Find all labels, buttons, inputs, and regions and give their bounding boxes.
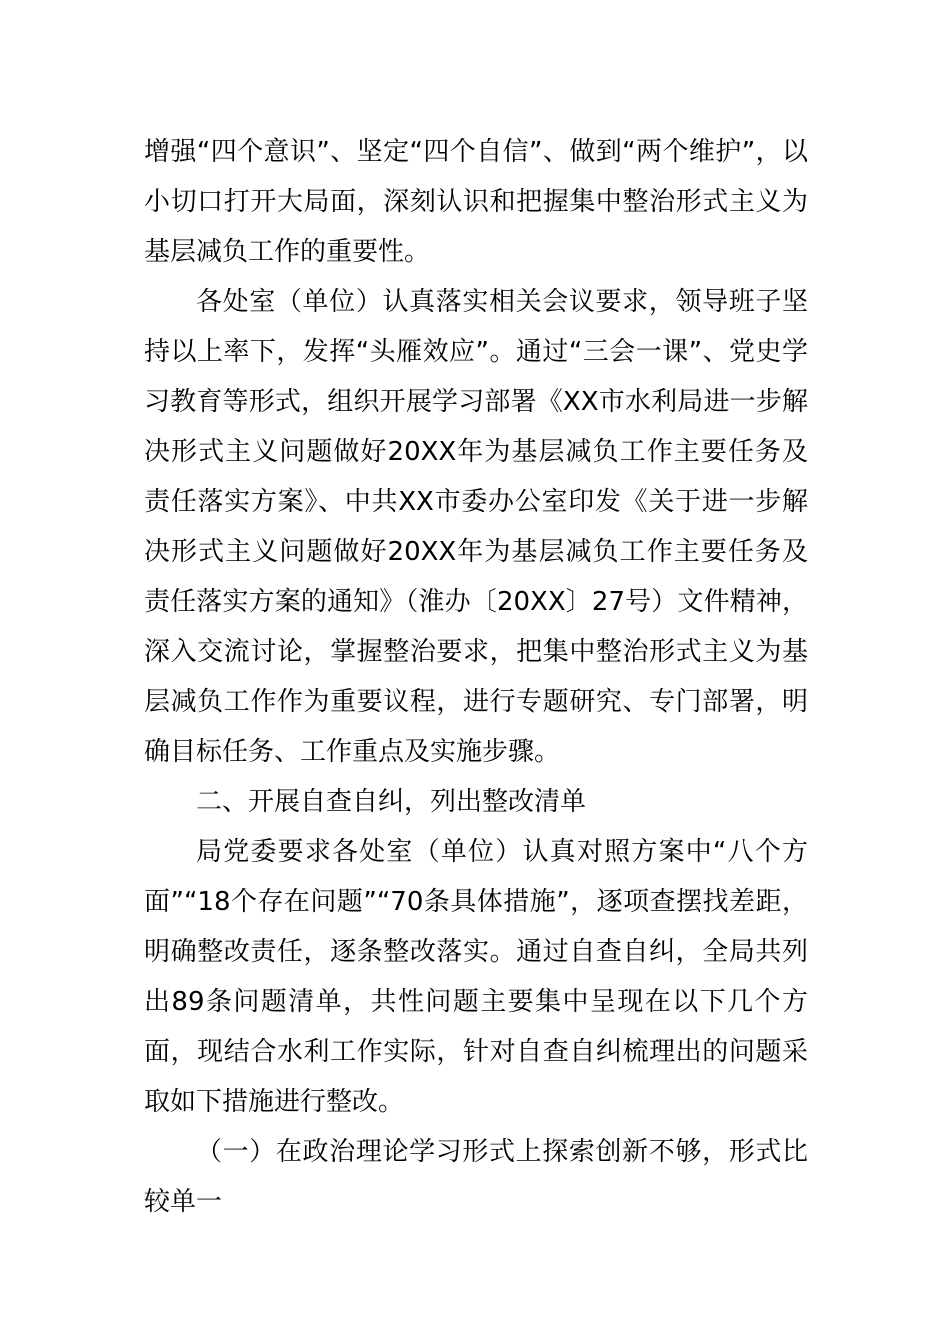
subsection-heading-theory-study: （一）在政治理论学习形式上探索创新不够，形式比较单一 — [144, 1137, 808, 1217]
section-heading-self-inspection: 二、开展自查自纠，列出整改清单 — [196, 787, 587, 817]
paragraph-study-deployment: 各处室（单位）认真落实相关会议要求，领导班子坚持以上率下，发挥“头雁效应”。通过“三会一课”、党史学习教育等形式，组织开展学习部署《XX市水利局进一步解决形式主义问题做好20XX年为基层减负工作主要任务及责任落实方案》、中共XX市委办公室印发《关于进一步解决形式主义问题做好20XX年为基层减负工作主要任务及责任落实方案的通知》（淮办〔20XX〕27号）文件精神，深入交流讨论，掌握整治要求，把集中整治形式主义为基层减负工作作为重要议程，进行专题研究、专门部署，明确目标任务、工作重点及实施步骤。 — [144, 287, 808, 767]
document-body — [144, 127, 808, 1227]
paragraph-problem-list: 局党委要求各处室（单位）认真对照方案中“八个方面”“18个存在问题”“70条具体措施”，逐项查摆找差距，明确整改责任，逐条整改落实。通过自查自纠，全局共列出89条问题清单，共性问题主要集中呈现在以下几个方面，现结合水利工作实际，针对自查自纠梳理出的问题采取如下措施进行整改。 — [144, 837, 808, 1117]
paragraph-continuation: 增强“四个意识”、坚定“四个自信”、做到“两个维护”，以小切口打开大局面，深刻认识和把握集中整治形式主义为基层减负工作的重要性。 — [144, 137, 808, 267]
